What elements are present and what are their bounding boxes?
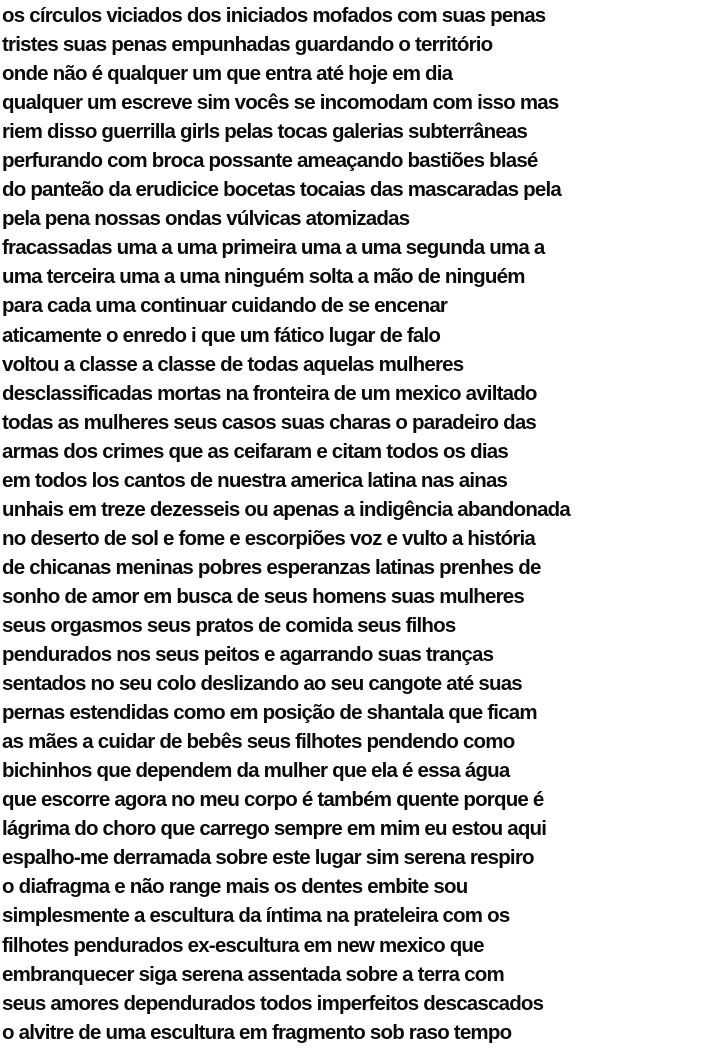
poem-line: seus orgasmos seus pratos de comida seus filhos <box>2 613 456 637</box>
poem-line: desclassificadas mortas na fronteira de um mexico aviltado <box>2 381 537 405</box>
poem-line: voltou a classe a classe de todas aquelas mulheres <box>2 352 464 376</box>
poem-line: qualquer um escreve sim vocês se incomodam com isso mas <box>2 91 559 115</box>
poem-line: aticamente o enredo i que um fático lugar de falo <box>2 323 441 347</box>
poem-line: embranquecer siga serena assentada sobre a terra com <box>2 962 504 986</box>
poem-line: as mães a cuidar de bebês seus filhotes pendendo como <box>2 730 515 754</box>
poem-line: riem disso guerrilla girls pelas tocas galerias subterrâneas <box>2 120 528 144</box>
poem-line: o diafragma e não range mais os dentes embite sou <box>2 875 468 899</box>
poem-line: todas as mulheres seus casos suas charas o paradeiro das <box>2 410 537 434</box>
poem-line: para cada uma continuar cuidando de se encenar <box>2 294 448 318</box>
poem-line: bichinhos que dependem da mulher que ela é essa água <box>2 759 510 783</box>
poem-line: do panteão da erudicice bocetas tocaias das mascaradas pela <box>2 178 561 202</box>
poem-text-block <box>2 1 723 1047</box>
poem-line: filhotes pendurados ex-escultura em new mexico que <box>2 933 484 957</box>
poem-line: espalho-me derramada sobre este lugar sim serena respiro <box>2 846 534 870</box>
poem-line: unhais em treze dezesseis ou apenas a indigência abandonada <box>2 497 571 521</box>
poem-line: armas dos crimes que as ceifaram e citam todos os dias <box>2 439 508 463</box>
poem-line: sonho de amor em busca de seus homens suas mulheres <box>2 584 524 608</box>
poem-line: em todos los cantos de nuestra america latina nas ainas <box>2 468 508 492</box>
poem-line: pernas estendidas como em posição de shantala que ficam <box>2 701 537 725</box>
poem-line: pendurados nos seus peitos e agarrando suas tranças <box>2 643 494 667</box>
poem-line: onde não é qualquer um que entra até hoje em dia <box>2 62 453 86</box>
poem-line: sentados no seu colo deslizando ao seu cangote até suas <box>2 672 522 696</box>
poem-line: que escorre agora no meu corpo é também quente porque é <box>2 788 544 812</box>
poem-line: lágrima do choro que carrego sempre em mim eu estou aqui <box>2 817 547 841</box>
poem-line: perfurando com broca possante ameaçando bastiões blasé <box>2 149 538 173</box>
poem-line: simplesmente a escultura da íntima na prateleira com os <box>2 904 510 928</box>
poem-line: de chicanas meninas pobres esperanzas latinas prenhes de <box>2 555 541 579</box>
poem-line: os círculos viciados dos iniciados mofados com suas penas <box>2 4 546 27</box>
poem-line: o alvitre de uma escultura em fragmento sob raso tempo <box>2 1020 512 1044</box>
poem-line: no deserto de sol e fome e escorpiões voz e vulto a história <box>2 526 535 550</box>
poem-line: seus amores dependurados todos imperfeitos descascados <box>2 991 544 1015</box>
poem-line: uma terceira uma a uma ninguém solta a mão de ninguém <box>2 265 525 289</box>
poem-line: pela pena nossas ondas vúlvicas atomizadas <box>2 207 410 231</box>
poem-line: fracassadas uma a uma primeira uma a uma segunda uma a <box>2 236 545 260</box>
poem-line: tristes suas penas empunhadas guardando o território <box>2 33 493 57</box>
